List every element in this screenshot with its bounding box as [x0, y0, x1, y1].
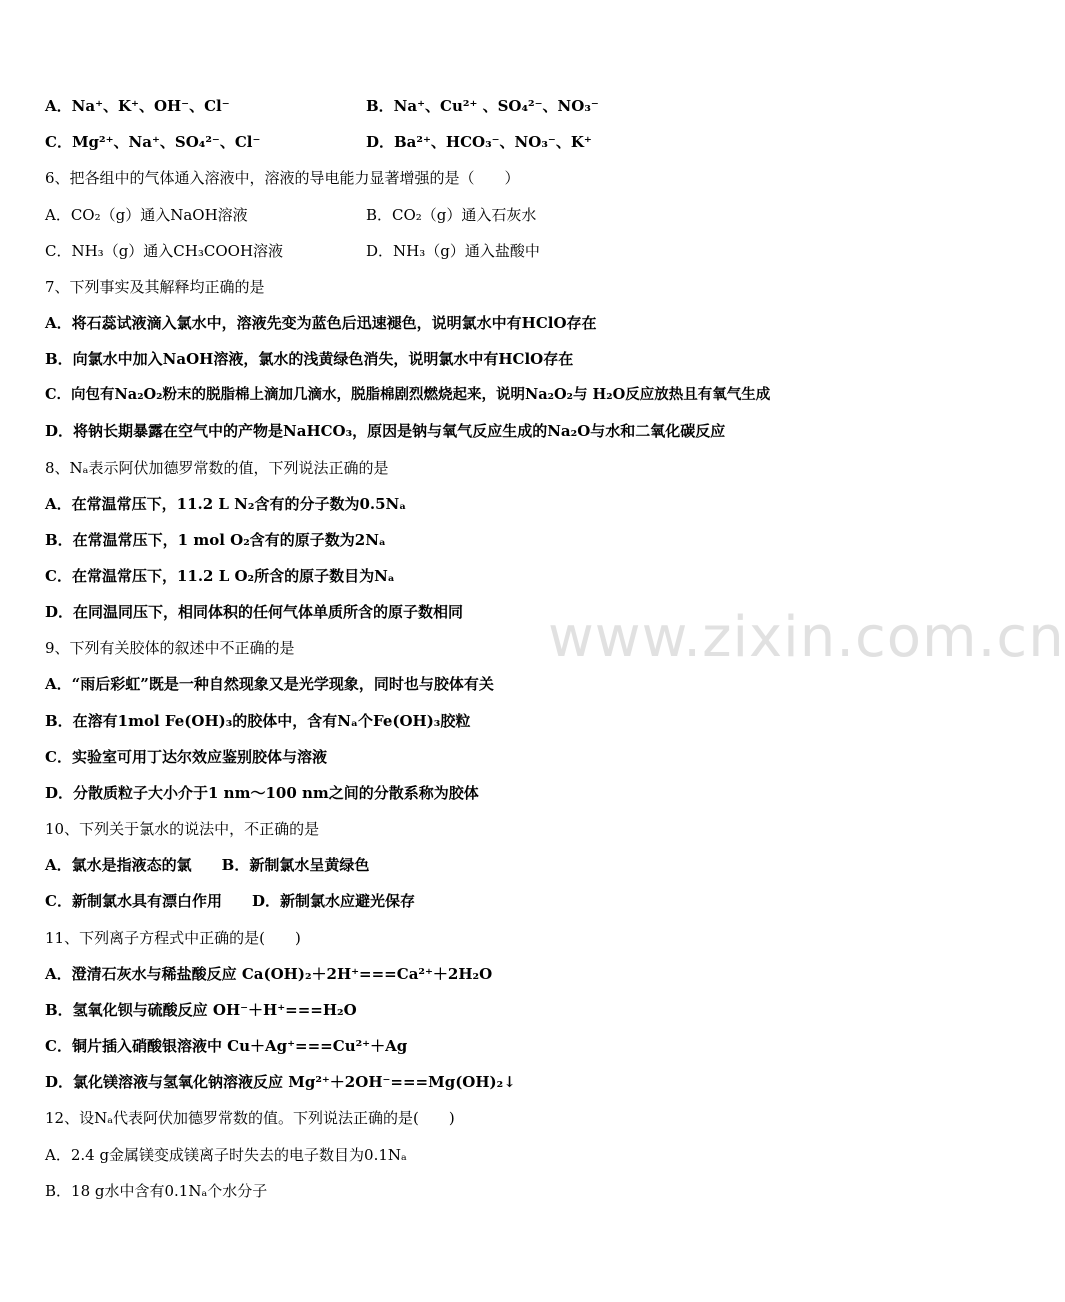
option-line: B．在常温常压下，1 mol O₂含有的原子数为2Nₐ	[45, 531, 386, 549]
option-text: A．CO₂（g）通入NaOH溶液	[45, 206, 248, 224]
option-line: A．在常温常压下，11.2 L N₂含有的分子数为0.5Nₐ	[45, 495, 407, 513]
option-line: C．实验室可用丁达尔效应鉴别胶体与溶液	[45, 748, 327, 766]
question-line: 8、Nₐ表示阿伏加德罗常数的值，下列说法正确的是	[45, 459, 389, 477]
option-line: D．将钠长期暴露在空气中的产物是NaHCO₃，原因是钠与氧气反应生成的Na₂O与水和二氧化碳反应	[45, 422, 726, 440]
option-line	[45, 241, 540, 261]
option-line: A．2.4 g金属镁变成镁离子时失去的电子数目为0.1Nₐ	[45, 1146, 407, 1164]
option-line: B．向氯水中加入NaOH溶液，氯水的浅黄绿色消失，说明氯水中有HClO存在	[45, 350, 574, 368]
option-line: D．在同温同压下，相同体积的任何气体单质所含的原子数相同	[45, 603, 464, 621]
option-line: C．向包有Na₂O₂粉末的脱脂棉上滴加几滴水，脱脂棉剧烈燃烧起来，说明Na₂O₂与 H₂O反应放热且有氧气生成	[45, 386, 771, 403]
question-line: 12、设Nₐ代表阿伏加德罗常数的值。下列说法正确的是( )	[45, 1109, 455, 1127]
option-line: B．在溶有1mol Fe(OH)₃的胶体中，含有Nₐ个Fe(OH)₃胶粒	[45, 712, 471, 730]
watermark: www.zixin.com.cn	[548, 605, 1065, 670]
option-line	[45, 96, 599, 116]
option-text: D．Ba²⁺、HCO₃⁻、NO₃⁻、K⁺	[366, 133, 592, 151]
option-line: D．氯化镁溶液与氢氧化钠溶液反应 Mg²⁺＋2OH⁻===Mg(OH)₂↓	[45, 1073, 516, 1091]
option-line: A．将石蕊试液滴入氯水中，溶液先变为蓝色后迅速褪色，说明氯水中有HClO存在	[45, 314, 597, 332]
option-line: C．铜片插入硝酸银溶液中 Cu＋Ag⁺===Cu²⁺＋Ag	[45, 1037, 408, 1055]
option-line: A．澄清石灰水与稀盐酸反应 Ca(OH)₂＋2H⁺===Ca²⁺＋2H₂O	[45, 965, 493, 983]
option-line: C．新制氯水具有漂白作用 D．新制氯水应避光保存	[45, 892, 415, 910]
question-line: 6、把各组中的气体通入溶液中，溶液的导电能力显著增强的是（ ）	[45, 169, 520, 187]
question-line: 7、下列事实及其解释均正确的是	[45, 278, 265, 296]
question-line: 9、下列有关胶体的叙述中不正确的是	[45, 639, 295, 657]
option-text: A．Na⁺、K⁺、OH⁻、Cl⁻	[45, 97, 230, 115]
option-text: B．CO₂（g）通入石灰水	[366, 206, 537, 224]
option-text: B．Na⁺、Cu²⁺ 、SO₄²⁻、NO₃⁻	[366, 97, 599, 115]
option-text: C．NH₃（g）通入CH₃COOH溶液	[45, 242, 284, 260]
option-line: A．氯水是指液态的氯 B．新制氯水呈黄绿色	[45, 856, 370, 874]
option-line	[45, 205, 537, 225]
option-line: B．18 g水中含有0.1Nₐ个水分子	[45, 1182, 268, 1200]
option-line: A．“雨后彩虹”既是一种自然现象又是光学现象，同时也与胶体有关	[45, 675, 494, 693]
option-line: D．分散质粒子大小介于1 nm～100 nm之间的分散系称为胶体	[45, 784, 479, 802]
option-text: C．Mg²⁺、Na⁺、SO₄²⁻、Cl⁻	[45, 133, 261, 151]
option-line: C．在常温常压下，11.2 L O₂所含的原子数目为Nₐ	[45, 567, 395, 585]
option-text: D．NH₃（g）通入盐酸中	[366, 242, 540, 260]
question-line: 10、下列关于氯水的说法中，不正确的是	[45, 820, 320, 838]
option-line	[45, 132, 592, 152]
question-line: 11、下列离子方程式中正确的是( )	[45, 929, 301, 947]
option-line: B．氢氧化钡与硫酸反应 OH⁻＋H⁺===H₂O	[45, 1001, 357, 1019]
